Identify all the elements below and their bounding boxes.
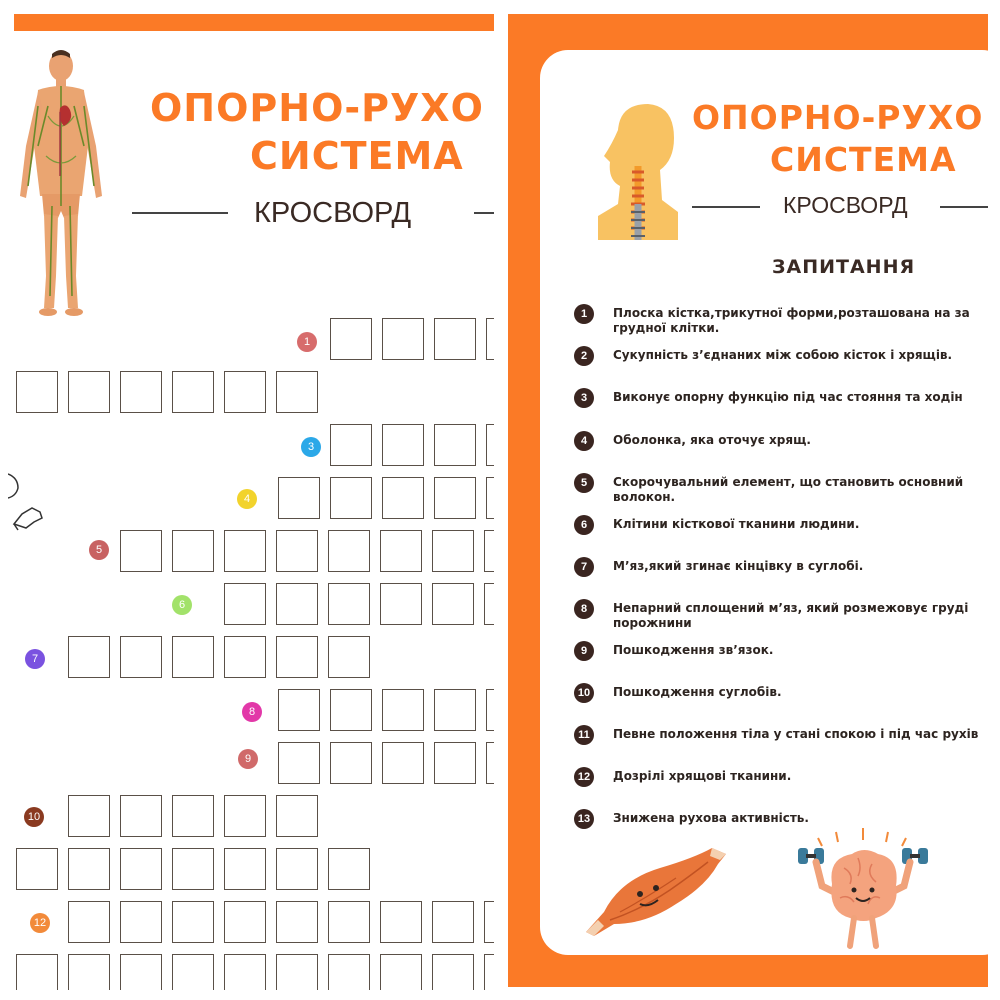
question-item bbox=[540, 599, 988, 639]
crossword-cell[interactable] bbox=[380, 530, 422, 572]
question-item bbox=[540, 346, 988, 386]
divider-left bbox=[692, 206, 760, 208]
crossword-cell[interactable] bbox=[16, 371, 58, 413]
question-item bbox=[540, 683, 988, 723]
crossword-cell[interactable] bbox=[276, 371, 318, 413]
question-text bbox=[613, 517, 988, 532]
crossword-cell[interactable] bbox=[328, 954, 370, 990]
question-number: 2 bbox=[574, 346, 594, 366]
clue-number-10: 10 bbox=[24, 807, 44, 827]
crossword-cell[interactable] bbox=[486, 742, 494, 784]
crossword-cell[interactable] bbox=[120, 901, 162, 943]
question-item bbox=[540, 557, 988, 597]
crossword-cell[interactable] bbox=[224, 530, 266, 572]
crossword-cell[interactable] bbox=[172, 371, 214, 413]
questions-page bbox=[508, 14, 988, 987]
clue-number-5: 5 bbox=[89, 540, 109, 560]
question-text-line-1: Певне положення тіла у стані спокою і під час рухів bbox=[613, 727, 979, 741]
question-text-line-2: порожнини bbox=[613, 616, 692, 630]
title-line-1: ОПОРНО-РУХО bbox=[692, 98, 984, 137]
crossword-cell[interactable] bbox=[120, 954, 162, 990]
crossword-cell[interactable] bbox=[278, 742, 320, 784]
crossword-cell[interactable] bbox=[16, 848, 58, 890]
muscle-character-illustration bbox=[580, 840, 730, 936]
clue-number-7: 7 bbox=[25, 649, 45, 669]
clue-number-9: 9 bbox=[238, 749, 258, 769]
question-item bbox=[540, 767, 988, 807]
crossword-cell[interactable] bbox=[486, 424, 494, 466]
crossword-cell[interactable] bbox=[432, 954, 474, 990]
crossword-cell[interactable] bbox=[276, 583, 318, 625]
crossword-cell[interactable] bbox=[484, 530, 494, 572]
crossword-cell[interactable] bbox=[172, 795, 214, 837]
question-number: 4 bbox=[574, 431, 594, 451]
brain-dumbbell-illustration bbox=[788, 828, 938, 955]
crossword-cell[interactable] bbox=[434, 424, 476, 466]
question-number: 5 bbox=[574, 473, 594, 493]
crossword-cell[interactable] bbox=[330, 689, 372, 731]
question-text-line-1: Виконує опорну функцію під час стояння та ходін bbox=[613, 390, 963, 404]
question-text-line-1: Плоска кістка,трикутної форми,розташована на за bbox=[613, 306, 970, 320]
question-text-line-1: Пошкодження зв’язок. bbox=[613, 643, 774, 657]
question-text-line-2: волокон. bbox=[613, 490, 676, 504]
crossword-cell[interactable] bbox=[278, 477, 320, 519]
crossword-cell[interactable] bbox=[224, 371, 266, 413]
crossword-cell[interactable] bbox=[382, 689, 424, 731]
crossword-cell[interactable] bbox=[68, 901, 110, 943]
question-text bbox=[613, 811, 988, 826]
crossword-cell[interactable] bbox=[432, 583, 474, 625]
crossword-cell[interactable] bbox=[276, 795, 318, 837]
clue-number-6: 6 bbox=[172, 595, 192, 615]
hand-icon bbox=[8, 468, 48, 534]
crossword-cell[interactable] bbox=[432, 901, 474, 943]
human-body-illustration bbox=[8, 46, 114, 322]
crossword-cell[interactable] bbox=[120, 371, 162, 413]
crossword-cell[interactable] bbox=[120, 530, 162, 572]
question-number: 11 bbox=[574, 725, 594, 745]
crossword-cell[interactable] bbox=[328, 530, 370, 572]
head-spine-illustration bbox=[598, 100, 680, 240]
questions-title: ЗАПИТАННЯ bbox=[772, 256, 916, 278]
crossword-page bbox=[0, 0, 494, 990]
crossword-cell[interactable] bbox=[330, 318, 372, 360]
question-number: 8 bbox=[574, 599, 594, 619]
crossword-cell[interactable] bbox=[120, 795, 162, 837]
crossword-cell[interactable] bbox=[120, 636, 162, 678]
question-text bbox=[613, 643, 988, 658]
crossword-cell[interactable] bbox=[328, 583, 370, 625]
crossword-cell[interactable] bbox=[382, 742, 424, 784]
question-text bbox=[613, 348, 988, 363]
crossword-cell[interactable] bbox=[276, 530, 318, 572]
question-text-line-2: грудної клітки. bbox=[613, 321, 720, 335]
crossword-cell[interactable] bbox=[172, 636, 214, 678]
crossword-cell[interactable] bbox=[484, 583, 494, 625]
crossword-cell[interactable] bbox=[330, 424, 372, 466]
question-text bbox=[613, 601, 988, 631]
crossword-cell[interactable] bbox=[16, 954, 58, 990]
title-line-1: ОПОРНО-РУХО bbox=[150, 86, 484, 130]
crossword-cell[interactable] bbox=[432, 530, 474, 572]
crossword-cell[interactable] bbox=[276, 848, 318, 890]
crossword-cell[interactable] bbox=[382, 424, 424, 466]
question-text bbox=[613, 475, 988, 505]
crossword-cell[interactable] bbox=[68, 954, 110, 990]
title-line-2: СИСТЕМА bbox=[770, 140, 957, 179]
crossword-cell[interactable] bbox=[382, 477, 424, 519]
question-number: 6 bbox=[574, 515, 594, 535]
question-text bbox=[613, 433, 988, 448]
crossword-cell[interactable] bbox=[486, 318, 494, 360]
question-text bbox=[613, 306, 988, 336]
subtitle: КРОСВОРД bbox=[254, 197, 412, 229]
question-item bbox=[540, 725, 988, 765]
crossword-cell[interactable] bbox=[434, 318, 476, 360]
clue-number-8: 8 bbox=[242, 702, 262, 722]
crossword-cell[interactable] bbox=[224, 636, 266, 678]
crossword-cell[interactable] bbox=[68, 636, 110, 678]
crossword-cell[interactable] bbox=[434, 689, 476, 731]
question-text-line-1: Пошкодження суглобів. bbox=[613, 685, 782, 699]
crossword-cell[interactable] bbox=[224, 795, 266, 837]
question-text bbox=[613, 685, 988, 700]
question-text bbox=[613, 559, 988, 574]
crossword-cell[interactable] bbox=[278, 689, 320, 731]
crossword-cell[interactable] bbox=[330, 742, 372, 784]
crossword-cell[interactable] bbox=[172, 530, 214, 572]
crossword-cell[interactable] bbox=[328, 901, 370, 943]
crossword-cell[interactable] bbox=[484, 954, 494, 990]
crossword-cell[interactable] bbox=[380, 583, 422, 625]
crossword-cell[interactable] bbox=[120, 848, 162, 890]
question-text bbox=[613, 727, 988, 742]
crossword-cell[interactable] bbox=[328, 848, 370, 890]
question-item bbox=[540, 431, 988, 471]
questions-card bbox=[540, 50, 988, 955]
question-text-line-1: Дозрілі хрящові тканини. bbox=[613, 769, 792, 783]
question-text-line-1: Клітини кісткової тканини людини. bbox=[613, 517, 860, 531]
divider-right bbox=[474, 212, 494, 214]
crossword-cell[interactable] bbox=[276, 636, 318, 678]
question-text-line-1: Скорочувальний елемент, що становить основний bbox=[613, 475, 964, 489]
question-text-line-1: Оболонка, яка оточує хрящ. bbox=[613, 433, 811, 447]
top-accent-bar bbox=[14, 14, 494, 31]
question-number: 1 bbox=[574, 304, 594, 324]
question-number: 9 bbox=[574, 641, 594, 661]
crossword-cell[interactable] bbox=[224, 901, 266, 943]
crossword-cell[interactable] bbox=[172, 848, 214, 890]
crossword-cell[interactable] bbox=[68, 371, 110, 413]
crossword-cell[interactable] bbox=[486, 689, 494, 731]
clue-number-3: 3 bbox=[301, 437, 321, 457]
clue-number-4: 4 bbox=[237, 489, 257, 509]
question-item bbox=[540, 304, 988, 344]
crossword-cell[interactable] bbox=[380, 954, 422, 990]
crossword-cell[interactable] bbox=[330, 477, 372, 519]
divider-left bbox=[132, 212, 228, 214]
question-number: 3 bbox=[574, 388, 594, 408]
crossword-cell[interactable] bbox=[276, 901, 318, 943]
crossword-cell[interactable] bbox=[224, 583, 266, 625]
crossword-cell[interactable] bbox=[382, 318, 424, 360]
crossword-cell[interactable] bbox=[276, 954, 318, 990]
question-item bbox=[540, 515, 988, 555]
question-text-line-1: Сукупність з’єднаних між собою кісток і хрящів. bbox=[613, 348, 953, 362]
clue-number-12: 12 bbox=[30, 913, 50, 933]
crossword-cell[interactable] bbox=[328, 636, 370, 678]
crossword-cell[interactable] bbox=[484, 901, 494, 943]
question-number: 7 bbox=[574, 557, 594, 577]
crossword-cell[interactable] bbox=[486, 477, 494, 519]
question-text bbox=[613, 769, 988, 784]
question-number: 13 bbox=[574, 809, 594, 829]
question-item bbox=[540, 641, 988, 681]
subtitle: КРОСВОРД bbox=[783, 192, 908, 218]
crossword-cell[interactable] bbox=[68, 848, 110, 890]
crossword-cell[interactable] bbox=[172, 954, 214, 990]
question-item bbox=[540, 388, 988, 428]
crossword-cell[interactable] bbox=[434, 742, 476, 784]
crossword-cell[interactable] bbox=[68, 795, 110, 837]
question-number: 12 bbox=[574, 767, 594, 787]
question-text-line-1: Знижена рухова активність. bbox=[613, 811, 809, 825]
crossword-cell[interactable] bbox=[224, 954, 266, 990]
question-number: 10 bbox=[574, 683, 594, 703]
crossword-cell[interactable] bbox=[224, 848, 266, 890]
crossword-cell[interactable] bbox=[380, 901, 422, 943]
title-line-2: СИСТЕМА bbox=[250, 134, 464, 178]
question-item bbox=[540, 473, 988, 513]
divider-right bbox=[940, 206, 988, 208]
question-text-line-1: Непарний сплощений м’яз, який розмежовує груді bbox=[613, 601, 969, 615]
question-text bbox=[613, 390, 988, 405]
crossword-cell[interactable] bbox=[172, 901, 214, 943]
crossword-cell[interactable] bbox=[434, 477, 476, 519]
question-text-line-1: М’яз,який згинає кінцівку в суглобі. bbox=[613, 559, 864, 573]
clue-number-1: 1 bbox=[297, 332, 317, 352]
